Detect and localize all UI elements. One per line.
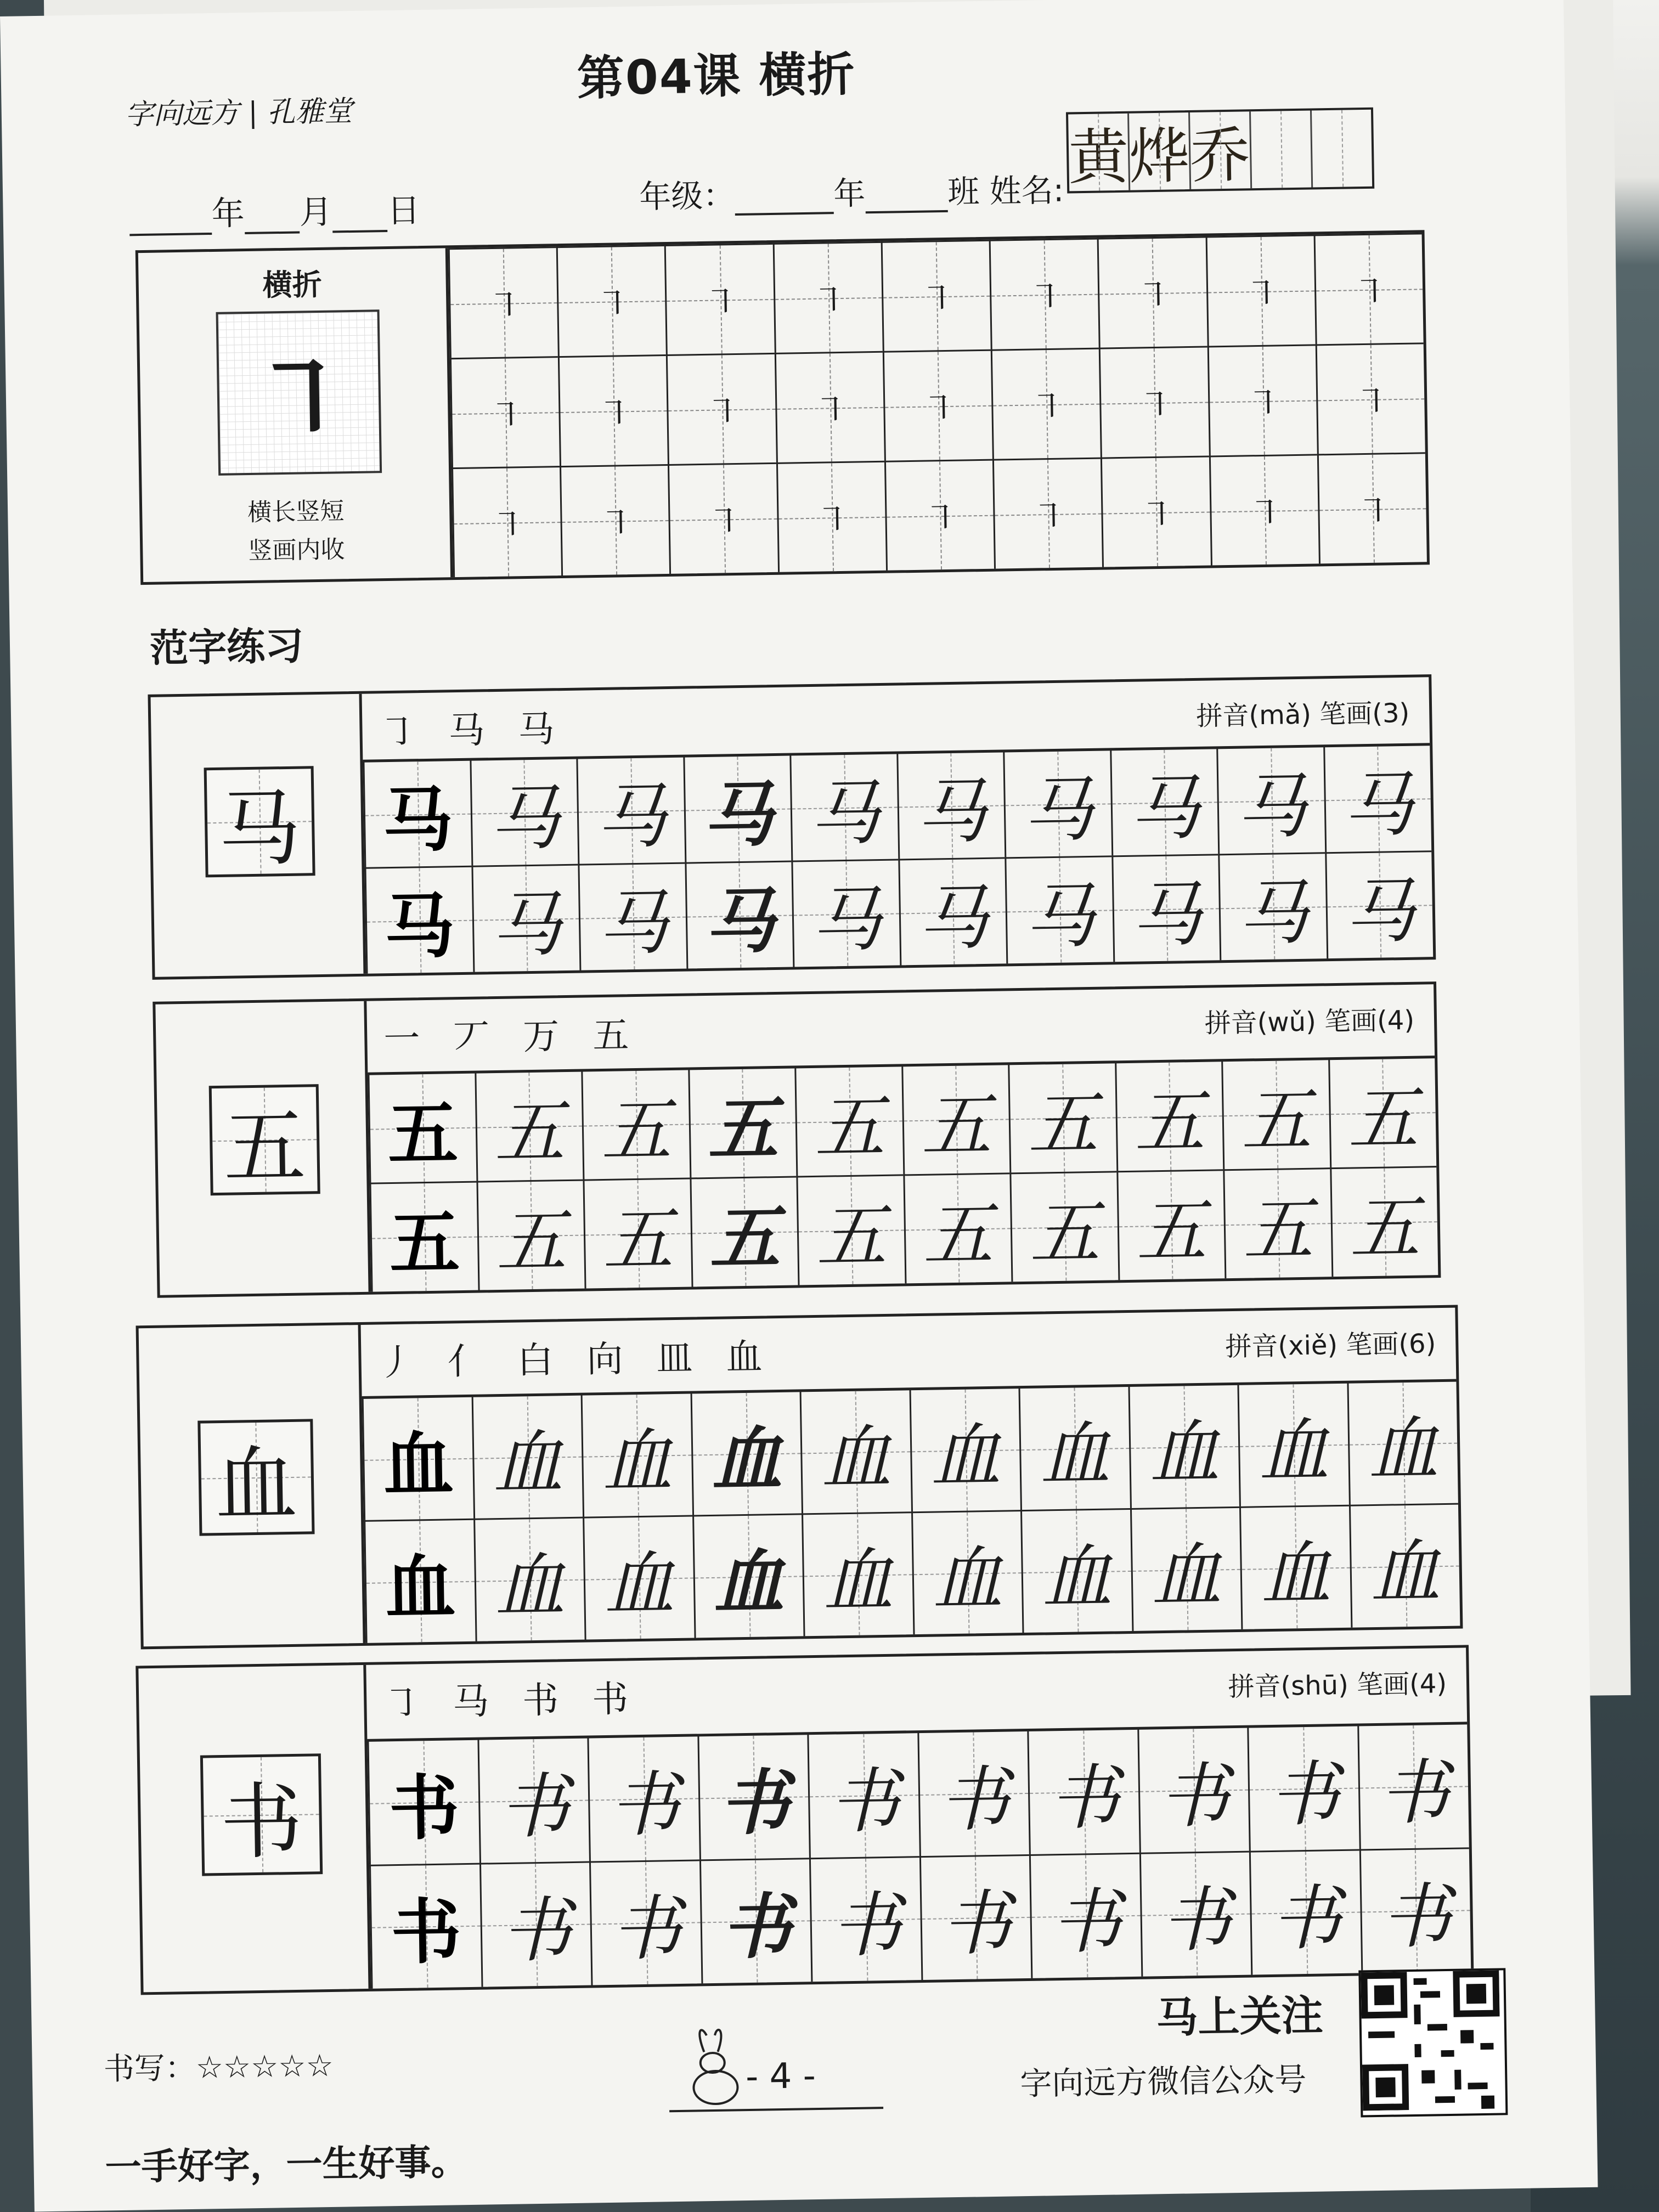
stroke-practice-cell[interactable] [989,238,1099,349]
stroke-practice-cell[interactable] [560,464,669,575]
handwritten-char: 马 [1235,765,1307,849]
handwritten-char: 血 [1041,1536,1113,1620]
name-cell[interactable]: 黄 [1068,114,1130,191]
stroke-diagram [216,309,382,476]
practice-cell[interactable] [583,1178,691,1289]
stroke-count: 笔画(3) [1319,697,1410,730]
practice-cell[interactable] [1111,854,1220,962]
handwritten-char: 五 [602,1199,674,1282]
stroke-practice-cell[interactable] [452,466,561,577]
char-block-xie [136,1305,1463,1650]
month-blank[interactable] [244,199,300,234]
year-blank[interactable] [129,201,212,236]
name-cell[interactable]: 烨 [1129,112,1191,190]
stroke-practice-cell[interactable] [1097,236,1207,348]
practice-cell[interactable] [1130,1506,1241,1631]
practice-cell[interactable] [473,1517,585,1641]
trace-cell[interactable] [368,1072,476,1183]
practice-cell[interactable] [802,1511,913,1636]
practice-cell[interactable] [1221,1058,1330,1169]
stroke-order: 一 丆 万 五 [383,1013,640,1060]
handwritten-char: 马 [595,775,667,859]
practice-grid[interactable] [363,744,1433,974]
handwritten-char: 五 [1242,1188,1314,1272]
practice-cell[interactable] [685,861,793,969]
practice-cell[interactable] [898,857,1007,965]
practice-cell[interactable] [690,1176,798,1286]
stroke-practice-grid[interactable] [448,233,1427,577]
handwritten-char: 血 [930,1415,1002,1498]
handwritten-char: 五 [707,1087,779,1171]
practice-cell[interactable] [477,1737,589,1863]
practice-cell[interactable] [1357,1723,1469,1849]
practice-cell[interactable] [1029,1852,1141,1978]
practice-cell[interactable] [476,1180,585,1290]
handwritten-stroke: ㇕ [814,499,849,540]
page-number: - 4 - [745,2056,816,2098]
stroke-practice-cell[interactable] [1317,452,1427,563]
practice-cell[interactable] [1348,1503,1460,1628]
handwritten-char: 五 [1134,1081,1206,1164]
handwritten-char: 马 [1024,875,1096,958]
handwritten-char: 马 [1131,873,1203,957]
year-label: 年 [211,194,245,233]
handwritten-stroke: ㇕ [703,281,738,323]
practice-cell[interactable] [1137,1726,1249,1853]
trace-cell[interactable] [369,1863,481,1989]
practice-cell[interactable] [901,1063,1010,1174]
handwritten-stroke: ㇕ [922,498,958,539]
lesson-title: 第04课 横折 [577,47,856,106]
stroke-practice-cell[interactable] [992,458,1102,569]
practice-cell[interactable] [688,1066,797,1177]
practice-cell[interactable] [479,1861,591,1987]
printed-char: 马 [383,884,456,968]
practice-cell[interactable] [1115,1060,1223,1171]
practice-cell[interactable] [471,1394,583,1519]
practice-cell[interactable] [909,1387,1020,1511]
handwritten-char: 书 [940,1882,1012,1966]
practice-cell[interactable] [581,1069,690,1180]
practice-cell[interactable] [1110,747,1218,855]
handwritten-char: 书 [1270,1877,1342,1961]
practice-cell[interactable] [789,753,898,861]
pinyin: 拼音(wǔ) [1204,1006,1317,1039]
practice-cell[interactable] [578,862,686,970]
handwritten-stroke: ㇕ [706,501,741,542]
pinyin: 拼音(shū) [1228,1669,1349,1703]
stroke-tip: 横长竖短 [247,497,345,527]
handwritten-char: 五 [1029,1192,1101,1275]
printed-char: 血 [385,1545,456,1629]
handwritten-char: 马 [917,877,989,960]
model-char-box [198,1419,314,1536]
model-panel [138,1665,371,1992]
handwritten-char: 书 [498,1765,570,1848]
practice-cell[interactable] [1018,1385,1130,1510]
handwritten-char: 血 [603,1543,675,1626]
practice-cell[interactable] [1247,1725,1359,1851]
stroke-practice-cell[interactable] [881,240,991,351]
handwritten-stroke: ㇕ [1027,276,1063,318]
practice-cell[interactable] [1027,1728,1139,1854]
handwritten-char: 血 [822,1539,894,1623]
handwritten-char: 书 [1160,1879,1232,1962]
handwritten-stroke: ㇕ [596,393,631,434]
handwritten-char: 马 [704,879,776,963]
practice-cell[interactable] [1323,744,1432,852]
grade-year-label: 年 [833,174,866,213]
month-label: 月 [299,193,333,232]
printed-char: 马 [382,778,454,862]
model-char-box [209,1084,320,1195]
student-info [639,165,1064,217]
handwritten-char: 五 [495,1200,567,1284]
practice-cell[interactable] [911,1510,1023,1634]
handwritten-char: 五 [709,1196,781,1280]
practice-cell[interactable] [1128,1384,1239,1508]
trace-cell[interactable] [367,1739,479,1865]
practice-cell[interactable] [692,1513,804,1638]
handwritten-char: 马 [1344,870,1416,953]
pinyin: 拼音(mǎ) [1195,699,1312,732]
practice-cell[interactable] [471,864,580,972]
handwritten-stroke: ㇕ [1139,494,1174,535]
handwritten-stroke: ㇕ [1136,275,1171,316]
char-block-wu [153,981,1441,1298]
handwritten-stroke: ㇕ [486,285,522,326]
practice-cell[interactable] [1139,1850,1251,1977]
handwritten-char: 马 [916,770,988,854]
handwritten-char: 书 [1268,1753,1340,1836]
practice-cell[interactable] [1359,1847,1471,1973]
stroke-practice-box [136,230,1430,585]
class-blank[interactable] [865,178,948,213]
handwritten-stroke: ㇕ [1244,273,1279,314]
handwritten-char: 书 [1048,1757,1120,1840]
handwritten-char: 书 [1158,1754,1230,1838]
printed-char: 书 [390,1891,462,1974]
char-meta [1228,1662,1447,1703]
char-meta [1196,692,1410,733]
handwritten-stroke: ㇕ [921,388,956,429]
rating-stars[interactable]: ☆☆☆☆☆ [195,2047,334,2086]
handwritten-stroke: ㇕ [1245,383,1280,424]
practice-cell[interactable] [917,1730,1029,1856]
stroke-practice-cell[interactable] [1209,454,1318,565]
practice-cell[interactable] [1218,852,1327,960]
stroke-practice-cell[interactable] [450,356,560,467]
name-cell[interactable]: 乔 [1190,111,1252,189]
handwritten-char: 血 [1367,1408,1440,1491]
handwritten-char: 马 [1237,872,1309,955]
handwritten-char: 马 [1022,769,1094,852]
handwritten-char: 血 [1258,1409,1330,1493]
stroke-practice-cell[interactable] [556,245,666,356]
practice-cell[interactable] [903,1172,1012,1283]
handwritten-char: 马 [597,882,669,965]
handwritten-char: 血 [713,1541,785,1624]
handwritten-char: 五 [1349,1187,1421,1270]
handwritten-stroke: ㇕ [1352,272,1387,313]
follow-subtitle: 字向远方微信公众号 [1019,2061,1307,2103]
handwritten-char: 五 [1136,1190,1207,1273]
handwritten-char: 血 [932,1538,1003,1621]
handwritten-char: 书 [830,1884,902,1967]
practice-cell[interactable] [1008,1062,1116,1172]
handwritten-stroke: ㇕ [1031,496,1066,537]
practice-cell[interactable] [809,1856,921,1982]
stroke-count: 笔画(4) [1356,1668,1447,1701]
practice-cell[interactable] [1239,1505,1351,1629]
name-grid[interactable] [1066,108,1374,194]
handwritten-char: 书 [1380,1876,1452,1959]
char-meta [1204,999,1414,1040]
handwritten-char: 五 [922,1193,994,1277]
practice-cell[interactable] [1020,1508,1132,1633]
practice-cell[interactable] [1328,1057,1437,1167]
handwritten-char: 书 [608,1763,680,1847]
handwritten-char: 五 [1027,1082,1099,1166]
model-char-box [200,1753,323,1876]
stroke-order: ㇆ 马 书 书 [382,1678,640,1724]
practice-cell[interactable] [1330,1166,1438,1277]
stroke-order: ㇆ 马 马 [378,707,566,753]
handwritten-stroke: ㇕ [1353,381,1389,422]
handwritten-stroke: ㇕ [811,280,846,321]
trace-cell[interactable] [369,1181,478,1292]
practice-cell[interactable] [699,1858,811,1984]
stroke-practice-cell[interactable] [1101,455,1210,567]
handwritten-char: 五 [815,1195,888,1278]
stroke-practice-cell[interactable] [1205,234,1315,346]
handwritten-char: 血 [492,1421,564,1505]
printed-char: 书 [388,1767,460,1850]
handwritten-char: 马 [489,777,561,860]
practice-grid[interactable] [367,1723,1471,1988]
handwritten-stroke: ㇕ [919,278,954,319]
trace-cell[interactable] [363,759,471,867]
practice-cell[interactable] [1223,1167,1331,1278]
handwritten-char: 书 [718,1761,790,1845]
char-block-ma [148,674,1436,980]
practice-cell[interactable] [1009,1171,1118,1282]
handwritten-char: 书 [610,1888,682,1971]
practice-cell[interactable] [470,758,578,866]
model-char: 马 [217,781,302,878]
practice-cell[interactable] [697,1733,809,1859]
handwritten-char: 五 [921,1084,992,1167]
printed-char: 血 [382,1423,454,1506]
stroke-glyph: ㇕ [249,343,349,459]
practice-cell[interactable] [800,1389,911,1513]
publisher-logo: 字向远方 | 孔雅堂 [125,94,353,132]
handwritten-char: 马 [702,773,774,857]
practice-cell[interactable] [587,1735,699,1861]
stroke-count: 笔画(4) [1324,1005,1415,1037]
rabbit-icon [674,2024,752,2115]
trace-cell[interactable] [364,866,473,974]
date-line [129,184,420,236]
model-panel [139,1325,366,1646]
stroke-order: 丿 亻 白 向 皿 血 [377,1335,774,1384]
class-label: 班 [947,173,980,211]
handwritten-char: 血 [1150,1534,1222,1617]
day-blank[interactable] [332,198,387,233]
char-meta [1225,1322,1436,1363]
practice-cell[interactable] [683,754,792,862]
section-title: 范字练习 [149,623,304,671]
rating-label: 书写： [103,2050,196,2087]
handwritten-char: 马 [809,772,881,855]
practice-cell[interactable] [1347,1380,1458,1505]
handwritten-char: 书 [828,1760,900,1843]
practice-cell[interactable] [1325,850,1434,958]
practice-cell[interactable] [1249,1849,1361,1975]
name-cell[interactable] [1312,110,1372,188]
practice-cell[interactable] [794,1065,903,1176]
practice-cell[interactable] [1003,749,1111,857]
stroke-tip: 竖画内收 [247,535,345,566]
grade-blank[interactable] [735,180,834,216]
handwritten-char: 五 [494,1091,566,1175]
handwritten-char: 书 [1378,1751,1450,1835]
stroke-count: 笔画(6) [1345,1328,1436,1361]
stroke-practice-cell[interactable] [772,241,882,353]
handwritten-char: 书 [1050,1881,1122,1964]
model-char: 五 [223,1099,307,1196]
handwritten-char: 血 [1369,1531,1441,1614]
name-cell[interactable] [1251,110,1313,188]
handwritten-char: 书 [938,1758,1010,1842]
handwritten-char: 血 [711,1418,783,1502]
stroke-practice-cell[interactable] [774,351,884,462]
practice-cell[interactable] [919,1854,1031,1980]
handwritten-stroke: ㇕ [812,390,848,431]
model-char-box [204,766,315,877]
handwritten-char: 五 [1240,1079,1312,1163]
rating [103,2041,334,2089]
handwritten-char: 书 [720,1886,792,1970]
stroke-practice-cell[interactable] [668,462,777,574]
handwritten-char: 马 [1342,764,1414,847]
motto: 一手好字，一生好事。 [105,2141,468,2189]
char-block-shu [136,1645,1474,1995]
handwritten-char: 血 [1148,1411,1221,1494]
handwritten-char: 书 [500,1889,572,1973]
handwritten-stroke: ㇕ [1137,385,1172,426]
stroke-practice-cell[interactable] [1313,233,1423,344]
practice-cell[interactable] [1237,1382,1348,1506]
handwritten-char: 五 [1347,1077,1419,1161]
handwritten-char: 五 [814,1086,885,1169]
handwritten-char: 马 [1129,767,1201,850]
stroke-model-panel [138,248,453,582]
model-panel [151,694,366,977]
handwritten-char: 血 [1260,1532,1332,1616]
practice-cell[interactable] [1216,746,1325,854]
pinyin: 拼音(xiě) [1224,1330,1338,1363]
trace-cell[interactable] [362,1396,473,1520]
stroke-practice-cell[interactable] [448,246,558,358]
practice-cell[interactable] [581,1392,692,1517]
stroke-practice-cell[interactable] [666,353,776,464]
practice-cell[interactable] [796,1174,905,1285]
practice-grid[interactable] [362,1380,1460,1643]
day-label: 日 [387,191,421,230]
handwritten-stroke: ㇕ [598,503,633,544]
model-char: 书 [219,1774,304,1871]
handwritten-char: 马 [810,878,882,962]
practice-grid[interactable] [368,1057,1438,1292]
handwritten-stroke: ㇕ [1247,493,1282,534]
practice-cell[interactable] [791,859,900,967]
handwritten-char: 血 [1039,1413,1111,1497]
practice-cell[interactable] [583,1515,694,1640]
stroke-practice-cell[interactable] [991,348,1101,459]
handwritten-stroke: ㇕ [1029,386,1064,427]
stroke-practice-cell[interactable] [558,354,668,466]
practice-cell[interactable] [1116,1169,1225,1280]
handwritten-stroke: ㇕ [1355,491,1390,532]
printed-char: 五 [387,1092,459,1176]
practice-cell[interactable] [896,751,1005,859]
name-label: 姓名: [989,171,1064,210]
qr-code-icon[interactable] [1358,1968,1508,2117]
practice-cell[interactable] [1005,855,1113,963]
handwritten-char: 血 [494,1544,566,1628]
stroke-practice-cell[interactable] [884,459,994,571]
practice-cell[interactable] [690,1390,802,1515]
handwritten-char: 血 [820,1417,892,1500]
handwritten-char: 血 [601,1420,673,1503]
stroke-practice-cell[interactable] [664,243,774,354]
practice-cell[interactable] [576,756,685,864]
handwritten-stroke: ㇕ [490,505,525,546]
handwritten-char: 马 [490,883,562,967]
follow-title: 马上关注 [1155,1990,1324,2042]
stroke-practice-cell[interactable] [776,461,886,572]
stroke-practice-cell[interactable] [1315,342,1425,454]
trace-cell[interactable] [364,1519,475,1643]
grade-label: 年级： [639,177,735,216]
handwritten-stroke: ㇕ [488,395,523,436]
stroke-practice-cell[interactable] [1207,344,1317,455]
model-panel [155,1001,371,1295]
practice-cell[interactable] [589,1859,701,1985]
handwritten-stroke: ㇕ [595,284,630,325]
practice-cell[interactable] [475,1070,583,1181]
stroke-name: 横折 [262,267,323,303]
stroke-practice-cell[interactable] [883,349,992,461]
stroke-practice-cell[interactable] [1099,346,1209,458]
practice-cell[interactable] [807,1731,919,1858]
printed-char: 五 [388,1201,461,1285]
model-char: 血 [214,1436,298,1534]
handwritten-stroke: ㇕ [704,391,740,432]
handwritten-char: 五 [600,1090,672,1173]
